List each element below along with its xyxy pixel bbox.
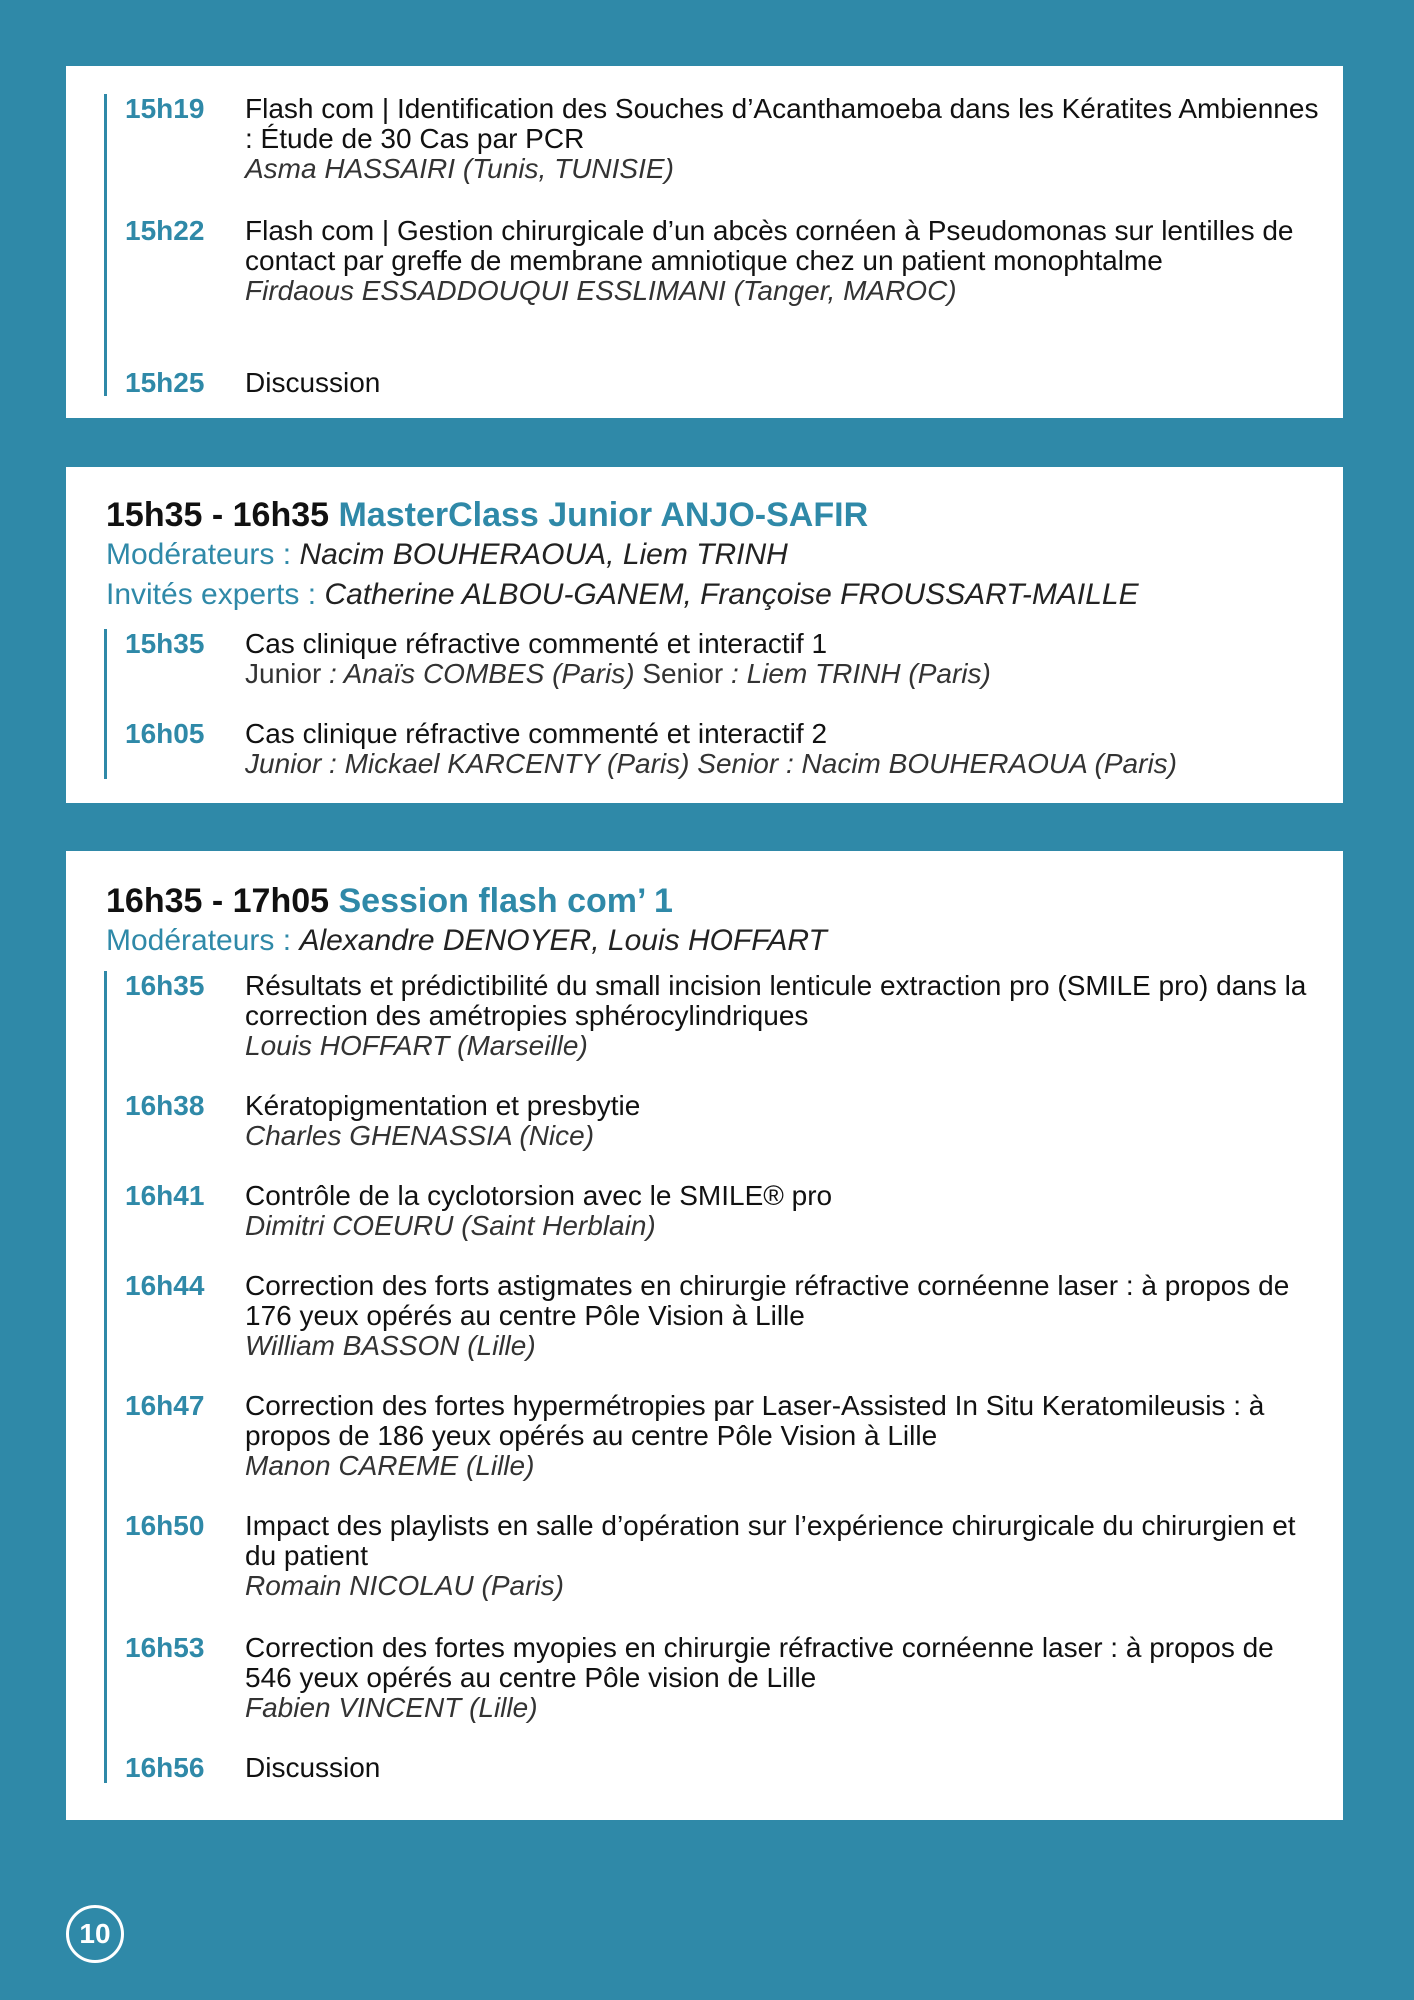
item-speakers [245, 749, 1323, 779]
item-title: Flash com | Gestion chirurgicale d’un abcès cornéen à Pseudomonas sur lentilles de contact par greffe de membrane amniotique chez un patient monophtalme [245, 215, 1294, 276]
program-list [104, 971, 1323, 1783]
item-title: Correction des fortes hypermétropies par Laser-Assisted In Situ Keratomileusis : à propos de 186 yeux opérés au centre Pôle Vision à Lille [245, 1390, 1265, 1451]
senior-name: : Liem TRINH (Paris) [731, 658, 991, 689]
program-list [104, 94, 1323, 396]
item-title: Cas clinique réfractive commenté et interactif 1 [245, 628, 828, 659]
item-title: Flash com | Identification des Souches d’Acanthamoeba dans les Kératites Ambiennes : Étude de 30 Cas par PCR [245, 93, 1319, 154]
experts-line [106, 575, 1323, 615]
item-author: Firdaous ESSADDOUQUI ESSLIMANI (Tanger, MAROC) [245, 275, 957, 306]
item-time: 16h56 [125, 1752, 205, 1783]
item-title: Discussion [245, 367, 381, 398]
moderators-label: Modérateurs : [106, 538, 292, 571]
session-time: 15h35 - 16h35 [106, 496, 330, 534]
page-number: 10 [66, 1905, 124, 1963]
senior-name: : Nacim BOUHERAOUA (Paris) [785, 748, 1177, 779]
item-time: 16h38 [125, 1090, 205, 1121]
item-title: Résultats et prédictibilité du small incision lenticule extraction pro (SMILE pro) dans la correction des amétropies sphérocylindriques [245, 970, 1307, 1031]
moderators-line [106, 535, 1323, 575]
program-list [104, 629, 1323, 779]
item-time: 15h19 [125, 93, 205, 124]
session-card-flash-com [66, 66, 1343, 418]
junior-name: : Anaïs COMBES (Paris) [329, 658, 635, 689]
session-time: 16h35 - 17h05 [106, 882, 330, 920]
item-time: 16h44 [125, 1270, 205, 1301]
item-author: Louis HOFFART (Marseille) [245, 1030, 588, 1061]
experts-names: Catherine ALBOU-GANEM, Françoise FROUSSART-MAILLE [324, 578, 1139, 611]
experts-label: Invités experts : [106, 578, 317, 611]
item-title: Discussion [245, 1752, 381, 1783]
item-author: William BASSON (Lille) [245, 1330, 536, 1361]
session-card-flash-com-1 [66, 851, 1343, 1820]
item-time: 16h50 [125, 1510, 205, 1541]
item-author: Manon CAREME (Lille) [245, 1450, 535, 1481]
moderators-label: Modérateurs : [106, 924, 292, 957]
junior-name: : Mickael KARCENTY (Paris) [329, 748, 690, 779]
item-author: Asma HASSAIRI (Tunis, TUNISIE) [245, 153, 674, 184]
session-title [106, 495, 1323, 535]
item-author: Fabien VINCENT (Lille) [245, 1692, 538, 1723]
item-time: 16h35 [125, 970, 205, 1001]
senior-label: Senior [642, 658, 724, 689]
junior-label: Junior [245, 748, 322, 779]
session-name: Session flash com’ 1 [338, 882, 673, 920]
item-time: 15h25 [125, 367, 205, 398]
session-card-masterclass [66, 467, 1343, 803]
item-time: 16h05 [125, 718, 205, 749]
item-title: Impact des playlists en salle d’opération sur l’expérience chirurgicale du chirurgien et du patient [245, 1510, 1296, 1571]
item-title: Cas clinique réfractive commenté et interactif 2 [245, 718, 828, 749]
session-name: MasterClass Junior ANJO-SAFIR [338, 496, 869, 534]
item-time: 15h35 [125, 628, 205, 659]
item-title: Contrôle de la cyclotorsion avec le SMILE® pro [245, 1180, 833, 1211]
item-time: 16h41 [125, 1180, 205, 1211]
item-time: 15h22 [125, 215, 205, 246]
item-author: Dimitri COEURU (Saint Herblain) [245, 1210, 656, 1241]
session-header [106, 495, 1323, 615]
moderators-names: Alexandre DENOYER, Louis HOFFART [299, 924, 827, 957]
item-speakers [245, 659, 1323, 689]
item-author: Charles GHENASSIA (Nice) [245, 1120, 595, 1151]
session-header [106, 881, 1323, 961]
moderators-line [106, 921, 1323, 961]
item-time: 16h53 [125, 1632, 205, 1663]
junior-label: Junior [245, 658, 322, 689]
session-title [106, 881, 1323, 921]
item-title: Correction des forts astigmates en chirurgie réfractive cornéenne laser : à propos de 176 yeux opérés au centre Pôle Vision à Lille [245, 1270, 1290, 1331]
moderators-names: Nacim BOUHERAOUA, Liem TRINH [299, 538, 788, 571]
item-author: Romain NICOLAU (Paris) [245, 1570, 564, 1601]
senior-label: Senior [697, 748, 779, 779]
item-title: Kératopigmentation et presbytie [245, 1090, 641, 1121]
item-time: 16h47 [125, 1390, 205, 1421]
item-title: Correction des fortes myopies en chirurgie réfractive cornéenne laser : à propos de 546 yeux opérés au centre Pôle vision de Lille [245, 1632, 1274, 1693]
